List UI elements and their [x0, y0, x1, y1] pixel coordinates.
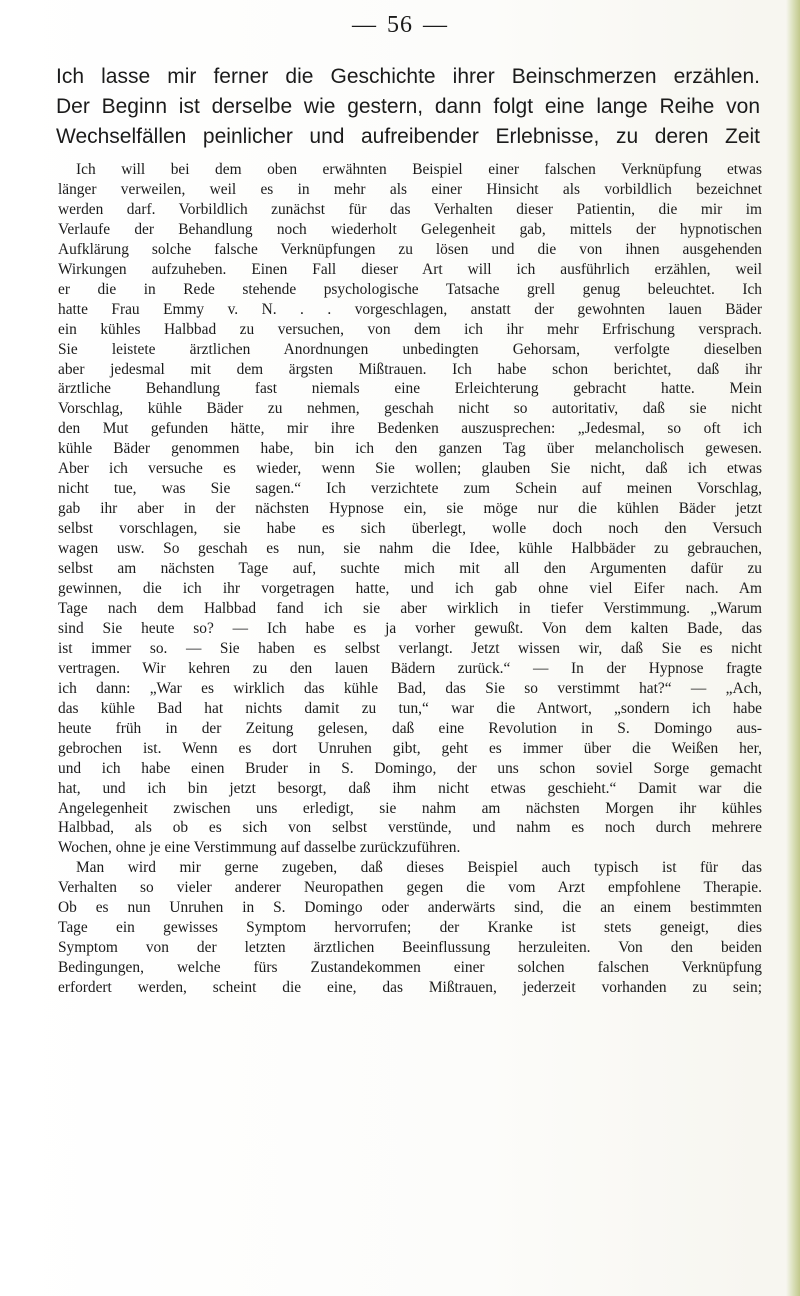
intro-paragraph [56, 62, 760, 152]
text-line: Halbbad, als ob es sich von selbst verstünde, und nahm es noch durch mehrere [58, 819, 762, 837]
text-line: Aber ich versuche es wieder, wenn Sie wollen; glauben Sie nicht, daß ich etwas [58, 460, 762, 478]
text-line: Ob es nun Unruhen in S. Domingo oder anderwärts sind, die an einem bestimmten [58, 899, 762, 917]
text-line: ich dann: „War es wirklich das kühle Bad, das Sie so verstimmt hat?“ — „Ach, [58, 679, 762, 697]
text-line: aber jedesmal mit dem ärgsten Mißtrauen. Ich habe schon berichtet, daß ihr [58, 360, 762, 378]
text-line: Angelegenheit zwischen uns erledigt, sie nahm am nächsten Morgen ihr kühles [58, 799, 762, 817]
intro-line: Wechselfällen peinlicher und aufreibender Erlebnisse, zu deren Zeit [56, 125, 760, 148]
text-line: gebrochen ist. Wenn es dort Unruhen gibt, geht es immer über die Weißen her, [58, 739, 762, 757]
footnote-text [58, 160, 762, 998]
text-line: länger verweilen, weil es in mehr als einer Hinsicht als vorbildlich bezeichnet [58, 180, 762, 198]
text-line: Tage ein gewisses Symptom hervorrufen; der Kranke ist stets geneigt, dies [58, 919, 762, 937]
page-number-value: 56 [387, 12, 413, 38]
text-line: selbst vorschlagen, sie habe es sich überlegt, wolle doch noch den Versuch [58, 520, 762, 538]
text-line: Sie leistete ärztlichen Anordnungen unbedingten Gehorsam, verfolgte dieselben [58, 340, 762, 358]
text-line: Aufklärung solche falsche Verknüpfungen zu lösen und die von ihnen ausgehenden [58, 240, 762, 258]
text-line: Symptom von der letzten ärztlichen Beeinflussung herzuleiten. Von den beiden [58, 939, 762, 957]
text-line: ein kühles Halbbad zu versuchen, von dem ich ihr mehr Erfrischung versprach. [58, 320, 762, 338]
text-line: er die in Rede stehende psychologische Tatsache grell genug beleuchtet. Ich [58, 280, 762, 298]
text-line: Tage nach dem Halbbad fand ich sie aber wirklich in tiefer Verstimmung. „Warum [58, 599, 762, 617]
text-line: Verhalten so vieler anderer Neuropathen gegen die vom Arzt empfohlene Therapie. [58, 879, 762, 897]
text-line: Verlaufe der Behandlung noch wiederholt Gelegenheit gab, mittels der hypnotischen [58, 220, 762, 238]
text-line: hatte Frau Emmy v. N. . . vorgeschlagen, anstatt der gewohnten lauen Bäder [58, 300, 762, 318]
intro-line: Ich lasse mir ferner die Geschichte ihrer Beinschmerzen erzählen. [56, 65, 760, 88]
text-line: Wochen, ohne je eine Verstimmung auf dasselbe zurückzuführen. [58, 839, 461, 857]
page-edge-shadow [786, 0, 800, 1296]
text-line: Vorschlag, kühle Bäder zu nehmen, geschah nicht so autoritativ, daß sie nicht [58, 400, 762, 418]
text-line: gewinnen, die ich ihr vorgetragen hatte, und ich gab ohne viel Eifer nach. Am [58, 580, 762, 598]
text-line: selbst am nächsten Tage auf, suchte mich mit all den Argumenten dafür zu [58, 560, 762, 578]
intro-line: Der Beginn ist derselbe wie gestern, dann folgt eine lange Reihe von [56, 95, 760, 118]
page-number-dash-right: — [423, 12, 448, 38]
text-line: ist immer so. — Sie haben es selbst verlangt. Jetzt wissen wir, daß Sie es nicht [58, 639, 762, 657]
text-line: sind Sie heute so? — Ich habe es ja vorher gewußt. Von dem kalten Bade, das [58, 619, 762, 637]
text-line: das kühle Bad hat nichts damit zu tun,“ war die Antwort, „sondern ich habe [58, 699, 762, 717]
text-line: werden darf. Vorbildlich zunächst für das Verhalten dieser Patientin, die mir im [58, 200, 762, 218]
page-number-dash-left: — [352, 12, 377, 38]
text-line: Man wird mir gerne zugeben, daß dieses Beispiel auch typisch ist für das [76, 859, 762, 877]
text-line: heute früh in der Zeitung gelesen, daß eine Revolution in S. Domingo aus- [58, 719, 762, 737]
text-line: kühle Bäder genommen habe, bin ich den ganzen Tag über melancholisch gewesen. [58, 440, 762, 458]
text-line: ärztliche Behandlung fast niemals eine Erleichterung gebracht hatte. Mein [58, 380, 762, 398]
text-line: den Mut gefunden hätte, mir ihre Bedenken auszusprechen: „Jedesmal, so oft ich [58, 420, 762, 438]
text-line: nicht tue, was Sie sagen.“ Ich verzichtete zum Schein auf meinen Vorschlag, [58, 480, 762, 498]
page-number [0, 12, 800, 39]
text-line: gab ihr aber in der nächsten Hypnose ein, sie möge nur die kühlen Bäder jetzt [58, 500, 762, 518]
text-line: Bedingungen, welche fürs Zustandekommen einer solchen falschen Verknüpfung [58, 959, 762, 977]
text-line: vertragen. Wir kehren zu den lauen Bädern zurück.“ — In der Hypnose fragte [58, 659, 762, 677]
text-line: erfordert werden, scheint die eine, das Mißtrauen, jederzeit vorhanden zu sein; [58, 979, 762, 997]
text-line: Wirkungen aufzuheben. Einen Fall dieser Art will ich ausführlich erzählen, weil [58, 260, 762, 278]
text-line: Ich will bei dem oben erwähnten Beispiel einer falschen Verknüpfung etwas [76, 161, 762, 178]
text-line: wagen usw. So geschah es nun, sie nahm die Idee, kühle Halbbäder zu gebrauchen, [58, 540, 762, 558]
text-line: hat, und ich bin jetzt besorgt, daß ihm nicht etwas geschieht.“ Damit war die [58, 779, 762, 797]
text-line: und ich habe einen Bruder in S. Domingo, der uns schon soviel Sorge gemacht [58, 759, 762, 777]
